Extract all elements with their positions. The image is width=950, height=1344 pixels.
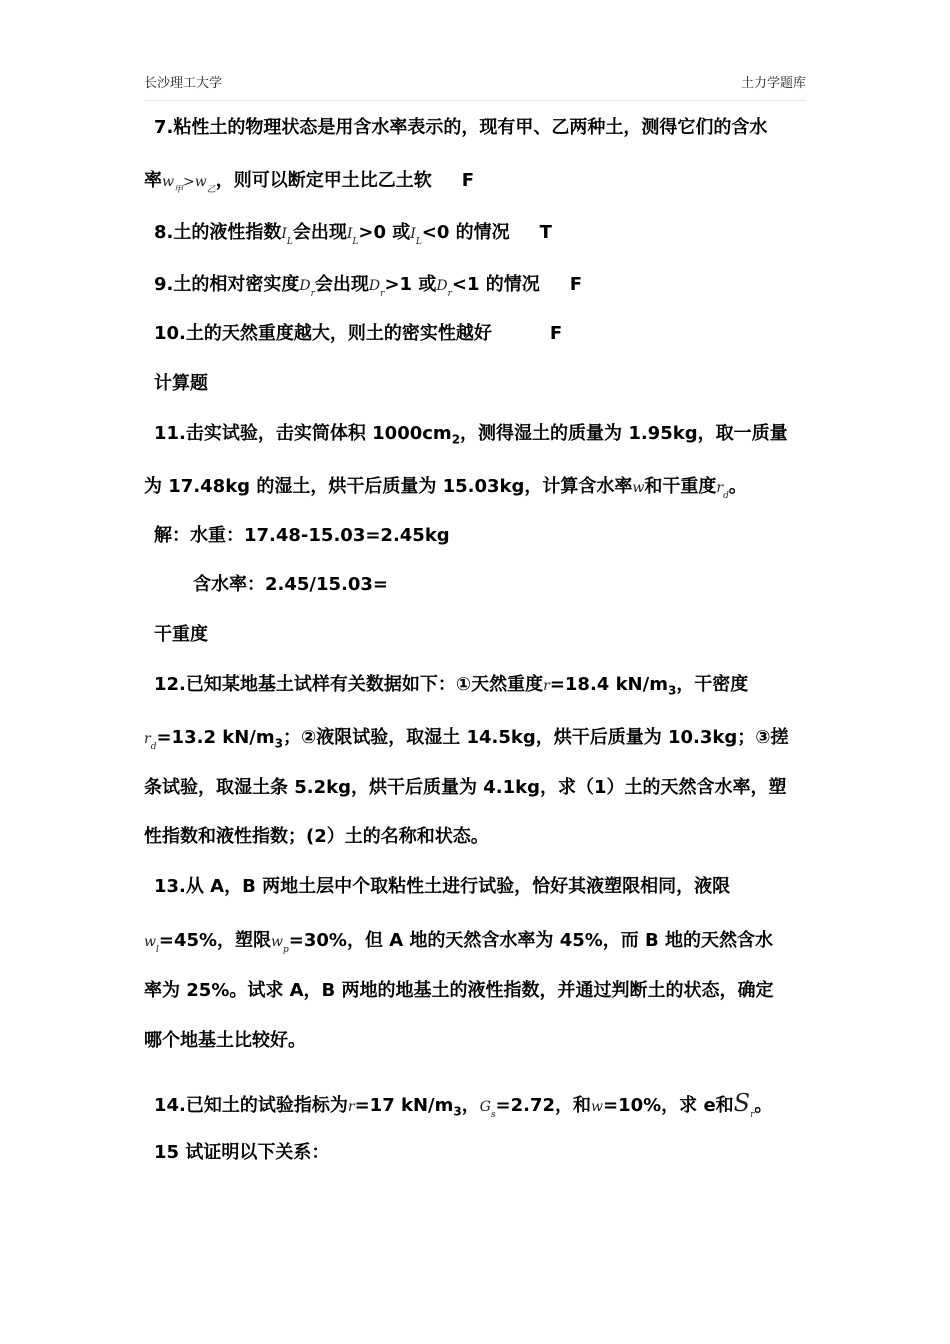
page-header <box>144 72 806 94</box>
q8-I1: I <box>281 226 287 242</box>
q13-l: l <box>155 945 159 955</box>
q7-var-w1 <box>162 174 183 195</box>
q13-p: p <box>283 945 289 955</box>
q15-line: 15 试证明以下关系： <box>154 1142 330 1163</box>
q8-L2: L <box>352 237 359 247</box>
header-university: 长沙理工大学 <box>144 76 223 91</box>
q9-r3: r <box>447 289 452 299</box>
q12-line3: 条试验，取湿土条 5.2kg，烘干后质量为 4.1kg，求（1）土的天然含水率，塑 <box>144 777 787 798</box>
q13-var-wp <box>271 934 289 955</box>
q13-line3: 率为 25%。试求 A，B 两地的地基土的液性指数，并通过判断土的状态，确定 <box>144 980 774 1001</box>
q9-r1: r <box>310 289 315 299</box>
q7-w2: w <box>194 174 207 190</box>
q14-text-a: 14.已知土的试验指标为 <box>154 1095 348 1116</box>
q9-D3: D <box>436 278 448 294</box>
q7-sub2: 乙 <box>206 185 216 195</box>
q13-w: w <box>144 934 156 950</box>
q14-var-Sr <box>733 1089 755 1120</box>
q13-line2 <box>144 928 773 963</box>
q9-text-a: 9.土的相对密实度 <box>154 274 300 295</box>
q14-line <box>154 1090 772 1128</box>
q7-var-w2 <box>194 174 216 195</box>
q11-var-rd <box>716 480 729 501</box>
q14-var-Gs <box>479 1099 496 1120</box>
q12-text-end: ，干密度 <box>676 674 749 695</box>
q10-text: 10.土的天然重度越大，则土的密实性越好 <box>154 323 492 344</box>
q14-Sr: r <box>750 1110 755 1120</box>
q8-line <box>154 220 552 255</box>
q7-line2 <box>144 168 474 203</box>
q11-text-b: 为 17.48kg 的湿土，烘干后质量为 15.03kg，计算含水率 <box>144 476 633 497</box>
q12-text-a: 12.已知某地基土试样有关数据如下：①天然重度 <box>154 674 544 695</box>
q12-line1 <box>154 672 748 704</box>
q13-wp: w <box>271 934 284 950</box>
q11-sub: 2 <box>451 432 461 447</box>
q14-text-b: =17 kN/m <box>354 1095 454 1116</box>
q8-text-a: 8.土的液性指数 <box>154 222 282 243</box>
q12-line2 <box>144 725 789 760</box>
q9-var-Dr-1 <box>299 278 315 299</box>
q7-text-post: ，则可以断定甲土比乙土软 <box>215 170 432 191</box>
q13-text-a: =45%，塑限 <box>158 930 272 951</box>
q14-end: 。 <box>754 1095 773 1116</box>
q14-G: G <box>479 1099 491 1115</box>
q8-I2: I <box>346 226 353 242</box>
q10-line <box>154 321 562 347</box>
q7-w1: w <box>162 174 174 190</box>
q13-line4: 哪个地基土比较好。 <box>144 1030 306 1051</box>
q7-answer: F <box>461 170 475 191</box>
q9-text-b: 会出现 <box>314 274 369 295</box>
q12-var-r: r <box>543 678 550 694</box>
q8-text-d: <0 的情况 <box>421 222 510 243</box>
q7-text-pre: 率 <box>144 170 162 191</box>
q9-r2: r <box>380 289 385 299</box>
q8-L1: L <box>286 237 293 247</box>
q7-gt: > <box>183 174 195 190</box>
q8-text-c: >0 或 <box>358 222 411 243</box>
q9-var-Dr-3 <box>436 278 452 299</box>
q14-var-w: w <box>591 1099 604 1115</box>
q11-line2 <box>144 474 747 509</box>
q11-text-post: ，测得湿土的质量为 1.95kg，取一质量 <box>460 423 788 444</box>
q12-line4: 性指数和液性指数；(2）土的名称和状态。 <box>144 826 489 847</box>
q12-r: r <box>144 731 151 747</box>
q13-text-b: =30%，但 A 地的天然含水率为 45%，而 B 地的天然含水 <box>288 930 774 951</box>
q10-answer: F <box>549 323 563 344</box>
q14-text-e: =10%，求 e和 <box>603 1095 734 1116</box>
q11-end: 。 <box>728 476 747 497</box>
q12-text-post: =18.4 kN/m <box>549 674 668 695</box>
q9-answer: F <box>569 274 583 295</box>
q12-text-b2: ；②液限试验，取湿土 14.5kg，烘干后质量为 10.3kg；③搓 <box>282 727 789 748</box>
q11-line1 <box>154 421 788 453</box>
q8-var-IL-1 <box>281 226 293 247</box>
header-bank-title: 土力学题库 <box>740 76 806 91</box>
q12-var-rd <box>144 731 157 752</box>
solution-line3: 干重度 <box>154 624 208 645</box>
q7-sub1: 甲 <box>173 185 183 195</box>
q12-d: d <box>150 742 157 752</box>
q7-line1: 7.粘性土的物理状态是用含水率表示的，现有甲、乙两种土，测得它们的含水 <box>154 117 768 138</box>
q14-s: s <box>490 1110 496 1120</box>
q14-var-r: r <box>347 1099 355 1115</box>
section-title: 计算题 <box>154 373 208 394</box>
q14-sub: 3 <box>453 1104 462 1119</box>
q8-var-IL-2 <box>346 226 359 247</box>
q9-D1: D <box>299 278 311 294</box>
q14-text-d: =2.72，和 <box>495 1095 592 1116</box>
q13-line1: 13.从 A，B 两地土层中个取粘性土进行试验，恰好其液塑限相同，液限 <box>154 876 731 897</box>
header-divider <box>144 100 806 101</box>
q11-text-a: 11.击实试验，击实筒体积 1000cm <box>154 423 452 444</box>
q9-var-Dr-2 <box>368 278 385 299</box>
q11-r: r <box>716 480 724 496</box>
solution-line2: 含水率：2.45/15.03= <box>193 574 389 595</box>
q11-text-mid: 和干重度 <box>644 476 717 497</box>
q12-text-b1: =13.2 kN/m <box>156 727 275 748</box>
q8-L3: L <box>415 237 422 247</box>
q8-I3: I <box>410 226 416 242</box>
solution-line1: 解：水重：17.48-15.03=2.45kg <box>154 525 450 546</box>
q9-line <box>154 272 582 307</box>
q8-var-IL-3 <box>410 226 422 247</box>
q14-S: S <box>733 1089 751 1117</box>
q12-sub2: 3 <box>274 736 283 751</box>
q12-sub: 3 <box>667 683 677 698</box>
q8-text-b: 会出现 <box>292 222 347 243</box>
q9-D2: D <box>368 278 381 294</box>
q9-text-c: >1 或 <box>384 274 437 295</box>
q11-d: d <box>723 491 729 501</box>
q8-answer: T <box>539 222 552 243</box>
q13-var-wl <box>144 934 159 955</box>
q9-text-d: <1 的情况 <box>451 274 540 295</box>
q14-comma: ， <box>461 1095 480 1116</box>
q11-var-w: w <box>632 480 645 496</box>
